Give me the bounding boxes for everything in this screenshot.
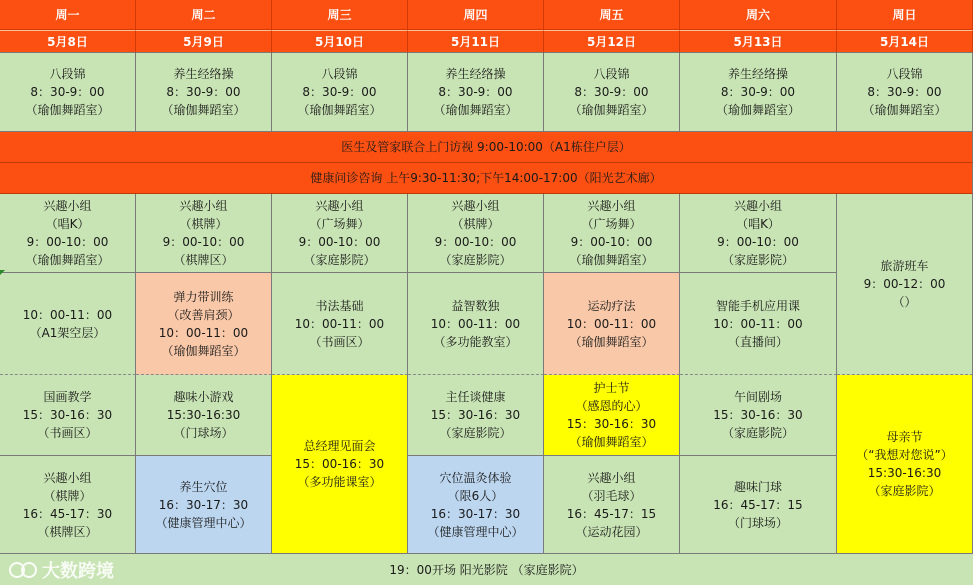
cell-text: （健康管理中心） <box>427 524 524 539</box>
cell-text: 午间剧场 <box>733 390 782 404</box>
cell-text: 16：45-17：15 <box>713 497 803 512</box>
cell-text: 16：30-17：30 <box>430 506 521 521</box>
cell-text: 8：30-9：00 <box>574 85 649 99</box>
cell-text: 兴趣小组 <box>179 199 228 213</box>
cell-text: （瑜伽舞蹈室） <box>25 103 110 117</box>
cell-text: （运动花园） <box>575 524 648 539</box>
cell-text: 15:30-16:30 <box>166 408 241 422</box>
cell-text: 5月14日 <box>879 34 930 49</box>
cell-text: 10：00-11：00 <box>158 325 249 340</box>
morning-class-activity <box>544 273 680 375</box>
cell-text: （家庭影院） <box>303 253 376 267</box>
cell-text: 八段锦 <box>321 67 358 81</box>
day-header-5 <box>544 0 680 30</box>
cell-text: 9：00-10：00 <box>570 235 653 249</box>
cell-text: 八段锦 <box>886 67 923 81</box>
late-afternoon-activity <box>408 456 544 554</box>
cell-text: 兴趣小组 <box>315 199 364 213</box>
cell-text: 16：30-17：30 <box>158 497 249 512</box>
cell-text: 医生及管家联合上门访视 9:00-10:00（A1栋住户层） <box>341 140 631 154</box>
day-header-3 <box>272 0 408 30</box>
cell-text: 养生经络操 <box>727 67 788 81</box>
interest-group-activity <box>408 194 544 273</box>
cell-text: （瑜伽舞蹈室） <box>433 103 518 117</box>
cell-text: （瑜伽舞蹈室） <box>569 253 654 267</box>
cell-text: 兴趣小组 <box>43 470 92 485</box>
cell-text: 9：00-10：00 <box>298 235 381 249</box>
cell-text: 趣味小游戏 <box>173 390 234 404</box>
cell-text: 养生穴位 <box>179 479 228 494</box>
cell-text: （瑜伽舞蹈室） <box>297 103 382 117</box>
cell-text: （感恩的心） <box>575 399 648 413</box>
cell-text: 主任谈健康 <box>445 390 506 404</box>
cell-text: 健康问诊咨询 上午9:30-11:30;下午14:00-17:00（阳光艺术廊） <box>310 171 662 185</box>
cell-text: （家庭影院） <box>439 253 512 267</box>
date-header-5 <box>544 30 680 53</box>
cell-text: 9：00-10：00 <box>717 235 799 249</box>
cell-text: （多功能教室） <box>433 334 518 349</box>
cell-text: 5月12日 <box>586 34 637 49</box>
cell-text: （改善肩颈） <box>167 307 240 322</box>
cell-text: 总经理见面会 <box>303 439 376 453</box>
day-header-7 <box>837 0 973 30</box>
late-afternoon-activity <box>136 456 272 554</box>
cell-text: 5月11日 <box>450 34 501 49</box>
cell-text: 9：00-12：00 <box>863 277 946 291</box>
cell-text: 15:30-16:30 <box>867 466 942 480</box>
cell-text: （多功能课室） <box>297 475 382 489</box>
day-header-2 <box>136 0 272 30</box>
cell-text: 15：30-16：30 <box>430 408 521 422</box>
cell-text: 15：30-16：30 <box>566 417 657 431</box>
cell-text: 8：30-9：00 <box>867 85 942 99</box>
cell-text: 15：30-16：30 <box>22 408 113 422</box>
cell-text: 书法基础 <box>315 298 364 313</box>
cell-text: 八段锦 <box>593 67 630 81</box>
cell-text: 9：00-10：00 <box>162 235 245 249</box>
morning-activity <box>0 53 136 132</box>
cell-text: 周四 <box>463 7 488 22</box>
watermark-logo <box>8 559 114 581</box>
afternoon-activity <box>680 375 837 456</box>
cell-text: （瑜伽舞蹈室） <box>161 343 246 358</box>
cell-text: 8：30-9：00 <box>720 85 796 99</box>
cell-text: 穴位温灸体验 <box>439 470 512 485</box>
cell-text: 10：00-11：00 <box>294 316 385 331</box>
cell-text: 8：30-9：00 <box>30 85 105 99</box>
morning-class-activity <box>408 273 544 375</box>
interest-group-activity <box>544 194 680 273</box>
cell-text: 5月13日 <box>733 34 783 49</box>
cell-text: 10：00-11：00 <box>713 316 803 331</box>
cell-text: （书画区） <box>37 426 98 440</box>
evening-movie-footer <box>0 554 973 585</box>
interest-group-activity <box>0 194 136 273</box>
late-afternoon-activity <box>680 456 837 554</box>
cell-text: 8：30-9：00 <box>166 85 241 99</box>
cell-text: 9：00-10：00 <box>26 235 109 249</box>
morning-class-activity <box>272 273 408 375</box>
date-header-3 <box>272 30 408 53</box>
cell-corner-marker <box>0 270 5 275</box>
cell-text: （直播间） <box>727 334 788 349</box>
cell-text: 周六 <box>745 7 770 22</box>
day-header-4 <box>408 0 544 30</box>
cell-text: （家庭影院） <box>721 253 794 267</box>
cell-text: 8：30-9：00 <box>438 85 513 99</box>
cell-text: （广场舞） <box>581 217 642 231</box>
cell-text: 16：45-17：15 <box>566 506 657 521</box>
morning-activity <box>544 53 680 132</box>
cell-text: 八段锦 <box>49 67 86 81</box>
cell-text: 16：45-17：30 <box>22 506 113 521</box>
cell-text: 国画教学 <box>43 390 92 404</box>
cell-text: 益智数独 <box>451 298 500 313</box>
cell-text: 周日 <box>892 7 917 22</box>
cell-text: 兴趣小组 <box>451 199 500 213</box>
date-header-1 <box>0 30 136 53</box>
morning-activity <box>136 53 272 132</box>
afternoon-activity <box>544 375 680 456</box>
cell-text: 旅游班车 <box>880 259 929 273</box>
cell-text: 9：00-10：00 <box>434 235 517 249</box>
cell-text: （瑜伽舞蹈室） <box>569 103 654 117</box>
cell-text: （棋牌） <box>451 217 500 231</box>
cell-text: 兴趣小组 <box>733 199 782 213</box>
day-header-6 <box>680 0 837 30</box>
manager-meeting-activity <box>272 375 408 554</box>
interest-group-activity <box>272 194 408 273</box>
late-afternoon-activity <box>0 456 136 554</box>
cell-text: 5月9日 <box>183 34 224 49</box>
cell-text: （限6人） <box>447 488 504 503</box>
cell-text: （书画区） <box>309 334 370 349</box>
cell-text: 10：00-11：00 <box>22 307 113 322</box>
morning-activity <box>272 53 408 132</box>
cell-text: （门球场） <box>173 426 234 440</box>
morning-activity <box>837 53 973 132</box>
cell-text: （健康管理中心） <box>155 515 252 530</box>
cell-text: （门球场） <box>727 515 788 530</box>
afternoon-activity <box>0 375 136 456</box>
cell-text: （唱K） <box>45 217 90 231</box>
cell-text: 兴趣小组 <box>43 199 92 213</box>
cell-text: （瑜伽舞蹈室） <box>715 103 800 117</box>
cell-text: （瑜伽舞蹈室） <box>862 103 947 117</box>
afternoon-activity <box>408 375 544 456</box>
morning-activity <box>408 53 544 132</box>
cell-text: （） <box>892 295 917 309</box>
cell-text: 运动疗法 <box>587 298 636 313</box>
cell-text: （棋牌区） <box>173 253 234 267</box>
morning-activity <box>680 53 837 132</box>
cell-text: 周三 <box>327 7 352 22</box>
morning-class-activity <box>680 273 837 375</box>
cell-text: 养生经络操 <box>173 67 234 81</box>
cell-text: 15：30-16：30 <box>713 408 803 422</box>
cell-text: （瑜伽舞蹈室） <box>25 253 110 267</box>
cell-text: （“我想对您说”） <box>856 448 953 462</box>
cell-text: 10：00-11：00 <box>430 316 521 331</box>
cell-text: 5月10日 <box>314 34 365 49</box>
date-header-6 <box>680 30 837 53</box>
mothers-day-activity <box>837 375 973 554</box>
home-visit-band <box>0 132 973 163</box>
cell-text: （广场舞） <box>309 217 370 231</box>
footer-text: 19：00开场 阳光影院 （家庭影院） <box>389 563 584 577</box>
cell-text: 周二 <box>191 7 216 22</box>
cell-text: 10：00-11：00 <box>566 316 657 331</box>
cell-text: 趣味门球 <box>733 479 782 494</box>
interest-group-activity <box>680 194 837 273</box>
cell-text: 5月8日 <box>47 34 88 49</box>
cell-text: 兴趣小组 <box>587 199 636 213</box>
cell-text: （瑜伽舞蹈室） <box>569 334 654 349</box>
cell-text: 兴趣小组 <box>587 470 636 485</box>
cell-text: （家庭影院） <box>868 484 941 498</box>
morning-class-activity <box>136 273 272 375</box>
cell-text: （羽毛球） <box>581 488 642 503</box>
sunday-trip-activity <box>837 194 973 375</box>
cell-text: （棋牌区） <box>37 524 98 539</box>
cell-text: 护士节 <box>593 381 630 395</box>
cell-text: 15：00-16：30 <box>294 457 385 471</box>
cell-text: 母亲节 <box>886 430 923 444</box>
cell-text: 弹力带训练 <box>173 289 234 304</box>
cell-text: 周一 <box>55 7 80 22</box>
cell-text: （棋牌） <box>179 217 228 231</box>
date-header-2 <box>136 30 272 53</box>
day-header-1 <box>0 0 136 30</box>
cell-text: 智能手机应用课 <box>715 298 800 313</box>
cell-text: （A1架空层） <box>29 325 106 340</box>
morning-class-activity <box>0 273 136 375</box>
health-consult-band <box>0 163 973 194</box>
watermark-icon <box>8 561 38 579</box>
late-afternoon-activity <box>544 456 680 554</box>
afternoon-activity <box>136 375 272 456</box>
date-header-4 <box>408 30 544 53</box>
cell-text: 8：30-9：00 <box>302 85 377 99</box>
watermark-text: 大数跨境 <box>42 561 114 582</box>
cell-text: （唱K） <box>736 217 780 231</box>
cell-text: （瑜伽舞蹈室） <box>161 103 246 117</box>
cell-text: （家庭影院） <box>439 426 512 440</box>
cell-text: 养生经络操 <box>445 67 506 81</box>
date-header-7 <box>837 30 973 53</box>
cell-text: （家庭影院） <box>721 426 794 440</box>
cell-text: 周五 <box>599 7 624 22</box>
cell-text: （瑜伽舞蹈室） <box>569 435 654 449</box>
cell-text: （棋牌） <box>43 488 92 503</box>
interest-group-activity <box>136 194 272 273</box>
